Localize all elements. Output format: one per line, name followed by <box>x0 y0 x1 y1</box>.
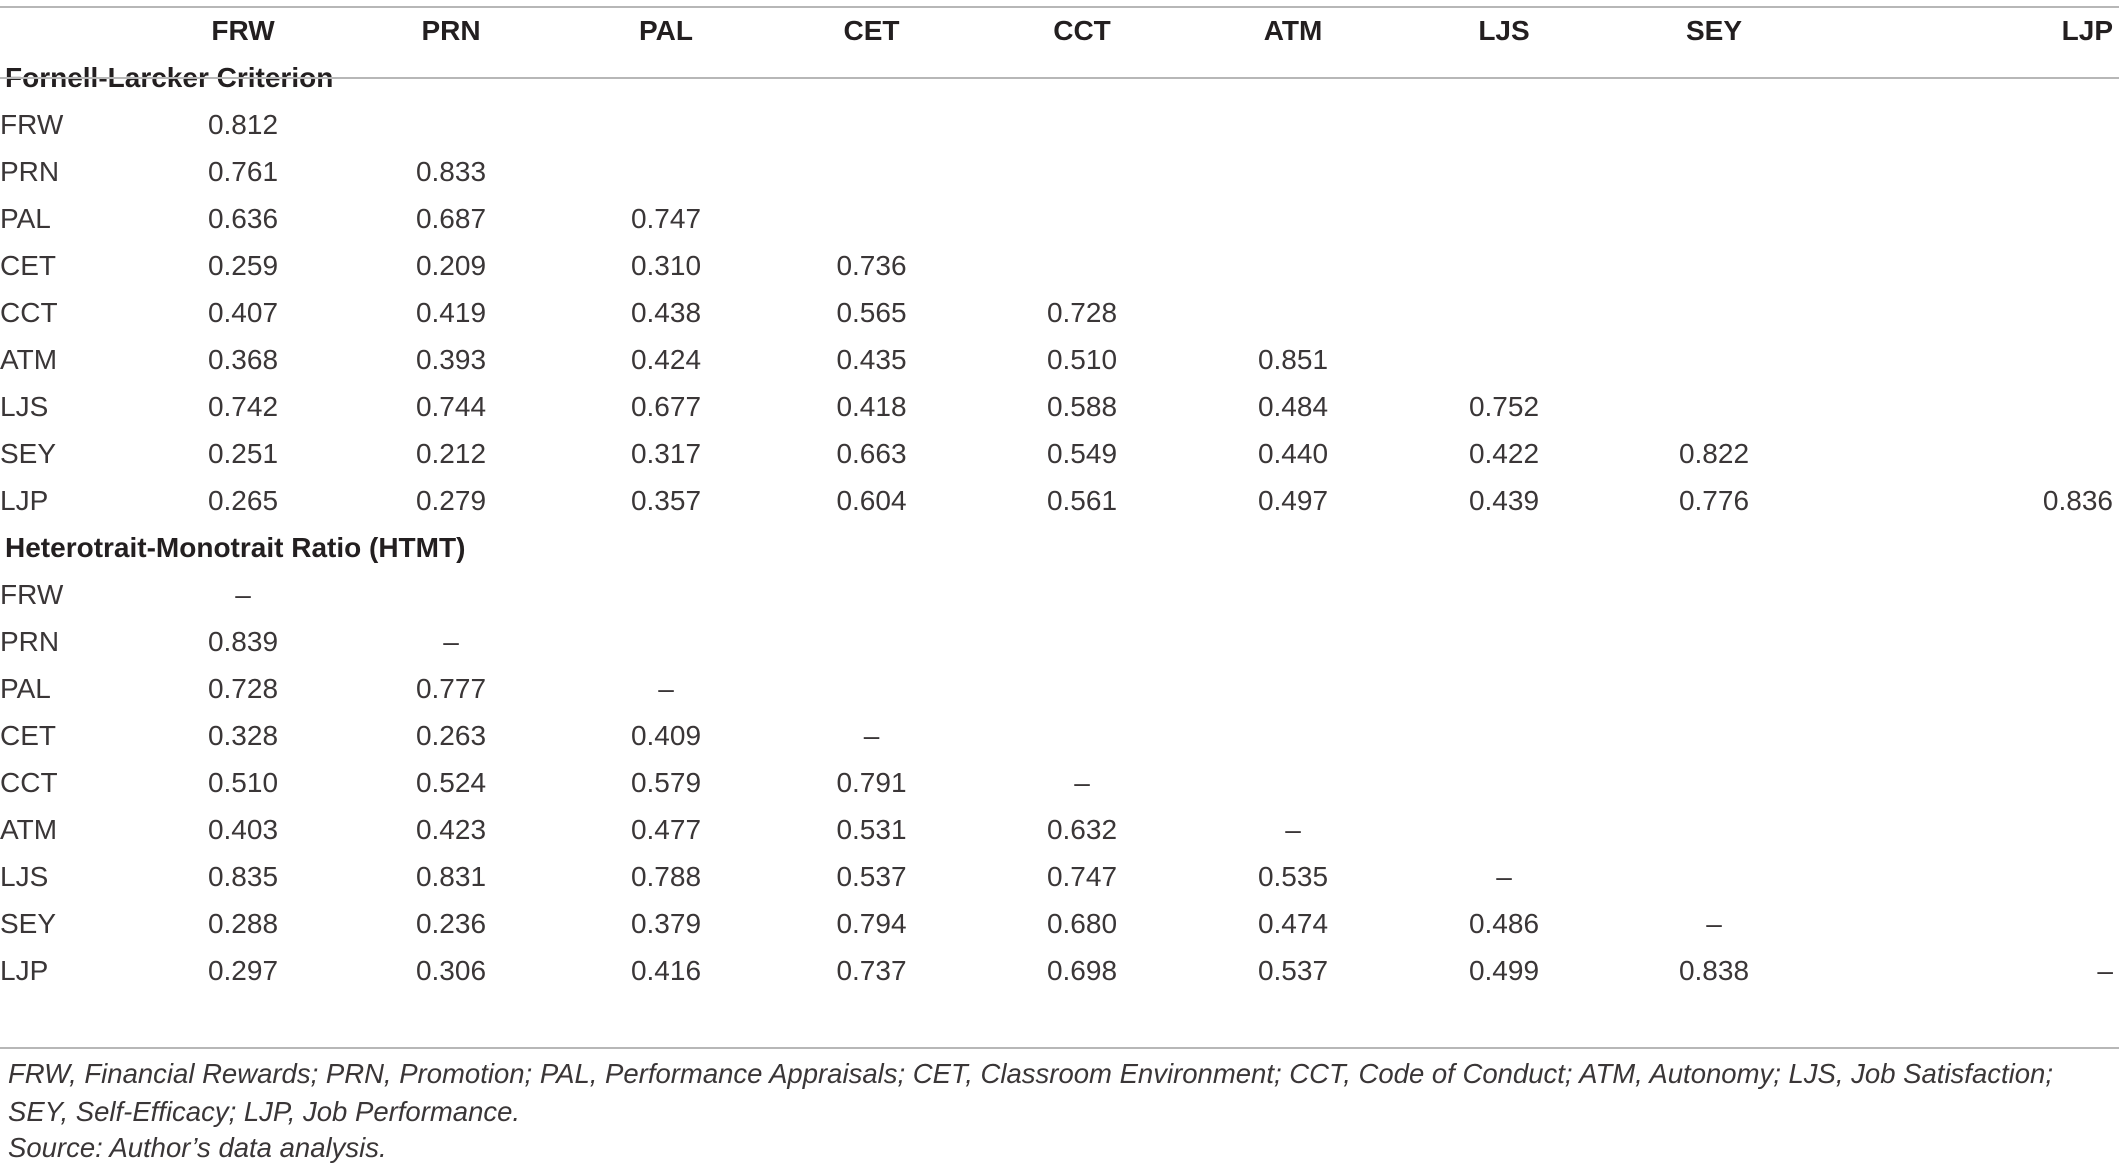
row-label: CET <box>0 720 56 751</box>
table-cell: 0.728 <box>207 673 279 704</box>
table-cell <box>977 101 1187 148</box>
column-header-sey: SEY <box>1685 15 1743 46</box>
table-row <box>0 900 2119 947</box>
table-row <box>0 430 2119 477</box>
table-cell: 0.440 <box>1257 438 1329 469</box>
column-header-cct: CCT <box>1053 15 1111 46</box>
table-cell: 0.663 <box>836 438 907 469</box>
row-label: ATM <box>0 814 58 845</box>
table-cell: 0.537 <box>1257 955 1329 986</box>
table-cell <box>766 195 977 242</box>
table-cell <box>566 148 766 195</box>
table-cell <box>1399 806 1609 853</box>
table-cell <box>1399 289 1609 336</box>
table-cell: 0.209 <box>415 250 487 281</box>
table-cell <box>1399 242 1609 289</box>
table-cell: 0.297 <box>207 955 279 986</box>
table-header <box>0 7 2119 54</box>
table-cell: 0.422 <box>1468 438 1540 469</box>
table-cell <box>1399 759 1609 806</box>
table-cell <box>1819 383 2119 430</box>
table-cell <box>336 101 566 148</box>
table-cell: 0.788 <box>630 861 702 892</box>
table-cell <box>1399 336 1609 383</box>
table-cell <box>1819 665 2119 712</box>
bottom-rule <box>0 1047 2119 1049</box>
table-row <box>0 148 2119 195</box>
table-cell: 0.736 <box>836 250 907 281</box>
table-cell: 0.565 <box>836 297 907 328</box>
table-cell <box>977 242 1187 289</box>
table-cell <box>566 618 766 665</box>
table-cell: 0.259 <box>207 250 279 281</box>
table-cell <box>977 665 1187 712</box>
row-label: ATM <box>0 344 58 375</box>
table-cell: 0.737 <box>836 955 907 986</box>
table-cell: 0.687 <box>415 203 487 234</box>
row-label: SEY <box>0 438 57 469</box>
table-cell: 0.368 <box>207 344 279 375</box>
table-cell: 0.588 <box>1046 391 1118 422</box>
table-cell <box>1609 712 1819 759</box>
table-cell <box>766 148 977 195</box>
table-row <box>0 947 2119 994</box>
table-row <box>0 383 2119 430</box>
table-cell: 0.791 <box>836 767 907 798</box>
table-row <box>0 571 2119 618</box>
table-cell <box>1609 383 1819 430</box>
row-label: PRN <box>0 626 60 657</box>
section-title: Heterotrait-Monotrait Ratio (HTMT) <box>5 532 466 563</box>
table-cell: 0.812 <box>207 109 279 140</box>
table-cell <box>1187 665 1399 712</box>
table-cell: 0.838 <box>1678 955 1750 986</box>
table-cell: 0.484 <box>1257 391 1329 422</box>
column-header-ljs: LJS <box>1478 15 1530 46</box>
row-label: CET <box>0 250 56 281</box>
table-row <box>0 195 2119 242</box>
table-grid <box>0 7 2119 994</box>
table-cell: 0.510 <box>1046 344 1118 375</box>
table-cell: 0.831 <box>415 861 487 892</box>
table-cell: 0.698 <box>1046 955 1118 986</box>
table-cell: 0.742 <box>207 391 279 422</box>
table-cell <box>977 712 1187 759</box>
header-rule <box>0 77 2119 79</box>
table-cell <box>1819 712 2119 759</box>
table-cell <box>566 101 766 148</box>
table-cell <box>1819 195 2119 242</box>
table-cell <box>1609 289 1819 336</box>
table-cell: 0.212 <box>415 438 487 469</box>
table-cell: 0.835 <box>207 861 279 892</box>
header-row <box>0 7 2119 54</box>
table-cell: 0.549 <box>1046 438 1118 469</box>
table-cell: 0.839 <box>207 626 279 657</box>
table-row <box>0 336 2119 383</box>
table-cell: 0.288 <box>207 908 279 939</box>
table-cell <box>1819 242 2119 289</box>
table-cell: 0.535 <box>1257 861 1329 892</box>
table-cell <box>1819 571 2119 618</box>
footnote-source: Source: Author’s data analysis. <box>8 1132 387 1163</box>
table-cell: 0.317 <box>630 438 702 469</box>
table-cell <box>1187 242 1399 289</box>
table-cell: – <box>863 720 880 751</box>
table-cell: 0.744 <box>415 391 487 422</box>
table-cell: – <box>2097 955 2113 986</box>
table-cell <box>1819 759 2119 806</box>
table-cell: 0.680 <box>1046 908 1118 939</box>
table-cell: 0.279 <box>415 485 487 516</box>
table-cell: 0.561 <box>1046 485 1118 516</box>
row-label: SEY <box>0 908 57 939</box>
table-cell <box>1819 806 2119 853</box>
table-cell: 0.794 <box>836 908 907 939</box>
table-cell: 0.310 <box>630 250 702 281</box>
table-row <box>0 289 2119 336</box>
table-cell <box>1399 571 1609 618</box>
table-row <box>0 806 2119 853</box>
table-cell: 0.407 <box>207 297 279 328</box>
table-cell: 0.524 <box>415 767 487 798</box>
table-cell: 0.752 <box>1468 391 1540 422</box>
table-cell: 0.537 <box>836 861 907 892</box>
table-cell: 0.306 <box>415 955 487 986</box>
table-cell <box>766 665 977 712</box>
table-cell: 0.438 <box>630 297 702 328</box>
table-cell: 0.632 <box>1046 814 1118 845</box>
table-cell: 0.357 <box>630 485 702 516</box>
table-cell: 0.836 <box>2042 485 2113 516</box>
table-cell <box>1609 148 1819 195</box>
table-row <box>0 618 2119 665</box>
table-body <box>0 54 2119 994</box>
table-cell: 0.328 <box>207 720 279 751</box>
table-cell <box>1609 618 1819 665</box>
table-cell: 0.423 <box>415 814 487 845</box>
row-label: FRW <box>0 579 64 610</box>
table-cell: 0.777 <box>415 673 487 704</box>
table-cell <box>1819 148 2119 195</box>
table-row <box>0 665 2119 712</box>
table-cell <box>336 571 566 618</box>
table-cell: 0.419 <box>415 297 487 328</box>
table-cell: 0.416 <box>630 955 702 986</box>
table-cell <box>1399 618 1609 665</box>
table-cell: 0.251 <box>207 438 279 469</box>
table-cell: 0.822 <box>1678 438 1750 469</box>
table-cell <box>1819 853 2119 900</box>
table-cell <box>1609 242 1819 289</box>
table-cell <box>766 101 977 148</box>
table-cell <box>1819 336 2119 383</box>
table-cell: 0.677 <box>630 391 702 422</box>
table-cell: 0.747 <box>1046 861 1118 892</box>
table-cell <box>1187 571 1399 618</box>
table-cell <box>1819 430 2119 477</box>
table-cell: 0.497 <box>1257 485 1329 516</box>
table-cell: – <box>1706 908 1722 939</box>
table-cell <box>1399 148 1609 195</box>
table-row <box>0 759 2119 806</box>
table-cell <box>1819 618 2119 665</box>
table-cell <box>566 571 766 618</box>
table-cell <box>1187 101 1399 148</box>
table-cell: 0.510 <box>207 767 279 798</box>
table-cell: 0.728 <box>1046 297 1118 328</box>
row-label: LJP <box>0 955 49 986</box>
table-cell: 0.604 <box>836 485 907 516</box>
header-corner <box>0 7 150 54</box>
column-header-frw: FRW <box>211 15 275 46</box>
table-cell <box>766 618 977 665</box>
table-cell <box>1609 665 1819 712</box>
table-cell: 0.409 <box>630 720 702 751</box>
table-cell <box>1187 712 1399 759</box>
section-title: Fornell-Larcker Criterion <box>5 62 334 93</box>
table-row <box>0 853 2119 900</box>
table-row <box>0 242 2119 289</box>
table-cell: 0.477 <box>630 814 702 845</box>
table-cell <box>1819 900 2119 947</box>
table-row <box>0 101 2119 148</box>
table-cell: – <box>235 579 251 610</box>
table-cell <box>1609 853 1819 900</box>
table-cell: 0.531 <box>836 814 907 845</box>
column-header-atm: ATM <box>1263 15 1323 46</box>
table-cell <box>1187 148 1399 195</box>
column-header-pal: PAL <box>639 15 693 46</box>
row-label: CCT <box>0 767 58 798</box>
table-cell <box>1609 336 1819 383</box>
table-cell: 0.424 <box>630 344 702 375</box>
table-cell: 0.851 <box>1257 344 1329 375</box>
table-cell: 0.236 <box>415 908 487 939</box>
table-cell <box>1187 195 1399 242</box>
table-cell: 0.776 <box>1678 485 1750 516</box>
table-cell <box>1819 101 2119 148</box>
table-row <box>0 712 2119 759</box>
table-cell: 0.435 <box>836 344 907 375</box>
table-cell: – <box>1285 814 1301 845</box>
column-header-prn: PRN <box>421 15 481 46</box>
table-cell: 0.263 <box>415 720 487 751</box>
column-header-cet: CET <box>843 15 900 46</box>
table-cell <box>1609 571 1819 618</box>
table-cell: 0.265 <box>207 485 279 516</box>
table-cell <box>1399 101 1609 148</box>
table-cell: 0.418 <box>836 391 907 422</box>
table-cell <box>977 195 1187 242</box>
section-row <box>0 524 2119 571</box>
table-cell <box>1609 195 1819 242</box>
table-row <box>0 477 2119 524</box>
table-cell <box>1187 759 1399 806</box>
table-cell: 0.761 <box>207 156 279 187</box>
table-cell: 0.636 <box>207 203 279 234</box>
table-cell: – <box>658 673 674 704</box>
table-cell <box>1187 289 1399 336</box>
table-cell: 0.579 <box>630 767 702 798</box>
table-cell: 0.439 <box>1468 485 1540 516</box>
row-label: CCT <box>0 297 58 328</box>
table-cell: 0.379 <box>630 908 702 939</box>
table-cell <box>766 571 977 618</box>
table-cell: 0.393 <box>415 344 487 375</box>
row-label: PAL <box>0 203 51 234</box>
table-cell <box>1819 289 2119 336</box>
table-cell: 0.403 <box>207 814 279 845</box>
table-cell: – <box>1496 861 1512 892</box>
table-cell <box>977 148 1187 195</box>
table-cell: 0.486 <box>1468 908 1540 939</box>
table-cell: 0.747 <box>630 203 702 234</box>
row-label: PAL <box>0 673 51 704</box>
table-cell: – <box>1074 767 1090 798</box>
table-cell: 0.474 <box>1257 908 1329 939</box>
table-cell <box>1609 806 1819 853</box>
table-cell <box>1399 195 1609 242</box>
row-label: LJS <box>0 861 49 892</box>
row-label: PRN <box>0 156 60 187</box>
table-cell: 0.499 <box>1468 955 1540 986</box>
table-cell: 0.833 <box>415 156 487 187</box>
table-cell <box>977 618 1187 665</box>
footnote-abbreviations: FRW, Financial Rewards; PRN, Promotion; PAL, Performance Appraisals; CET, Classroom Environment; CCT, Code of Conduct; ATM, Autonomy; LJS, Job Satisfaction; SEY, Self-Efficacy; LJP, Job Performance. <box>8 1058 2053 1127</box>
table-cell <box>1187 618 1399 665</box>
row-label: FRW <box>0 109 64 140</box>
row-label: LJS <box>0 391 49 422</box>
table-cell <box>977 571 1187 618</box>
table-cell <box>1609 101 1819 148</box>
table-cell <box>1399 712 1609 759</box>
table-cell: – <box>443 626 459 657</box>
table-cell <box>1399 665 1609 712</box>
row-label: LJP <box>0 485 49 516</box>
table-cell <box>1609 759 1819 806</box>
column-header-ljp: LJP <box>2061 15 2113 46</box>
